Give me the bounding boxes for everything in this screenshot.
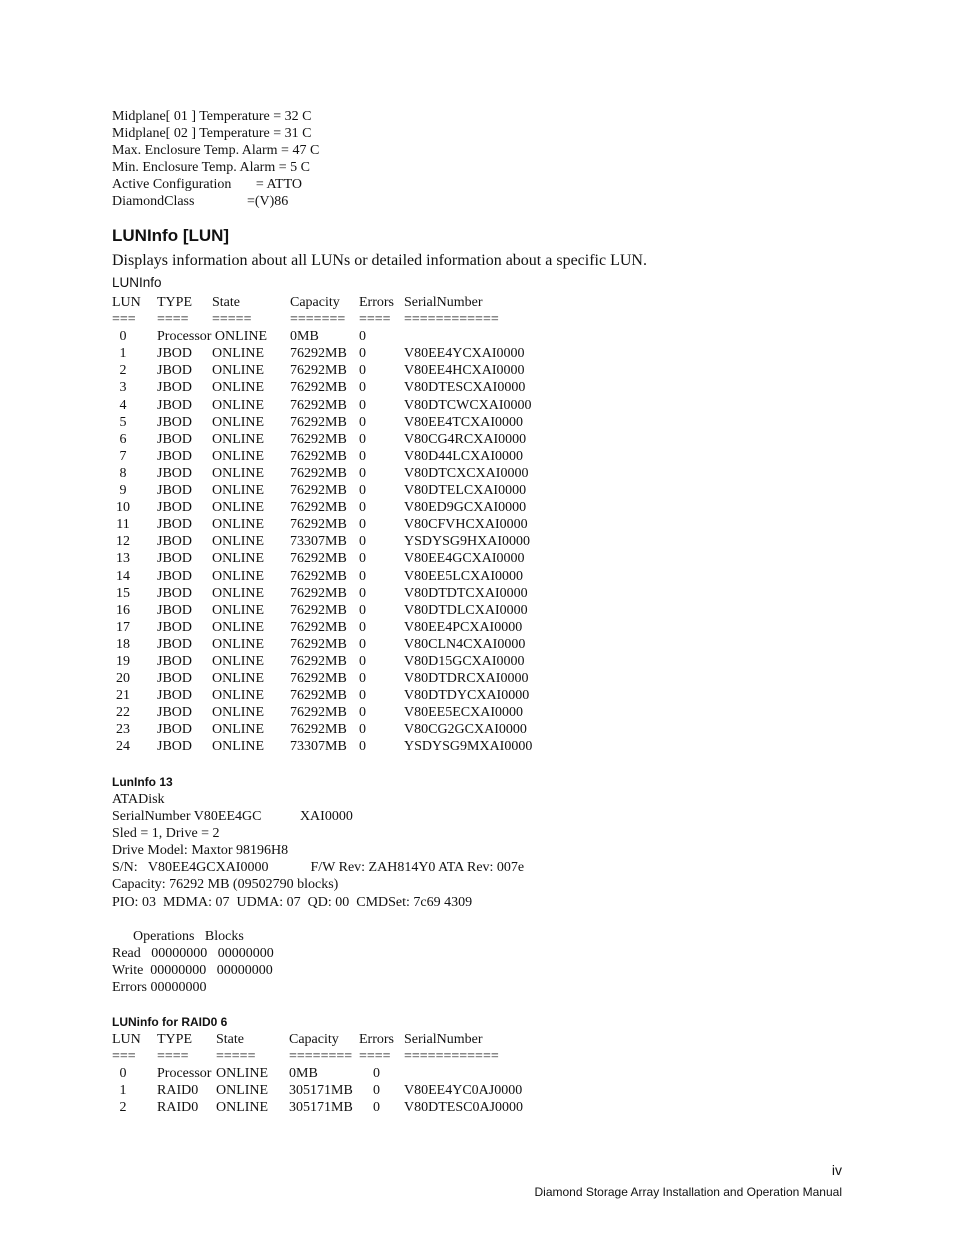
table-cell: Errors [359, 1032, 394, 1047]
table-cell: V80CLN4CXAI0000 [404, 636, 526, 652]
table-row [112, 1099, 572, 1116]
table-cell: JBOD [157, 363, 193, 379]
table-cell: JBOD [157, 619, 193, 635]
table-cell: TYPE [157, 295, 192, 310]
table-cell: ONLINE [212, 653, 265, 669]
table-cell: RAID0 [157, 1100, 199, 1116]
table-cell: JBOD [157, 414, 193, 430]
table-cell: State [216, 1032, 244, 1047]
table-row [112, 602, 572, 619]
page-number: iv [831, 1162, 842, 1178]
table-row [112, 585, 572, 602]
table-cell: 0 [359, 346, 366, 362]
table-cell: ONLINE [212, 602, 265, 618]
table-cell: JBOD [157, 722, 193, 738]
table-cell: LUN [112, 1032, 141, 1047]
table-cell: 12 [116, 534, 130, 550]
table-row [112, 448, 572, 465]
table-cell: 14 [116, 568, 130, 584]
table-cell: 76292MB [290, 500, 347, 516]
table-cell: JBOD [157, 465, 193, 481]
detail-line: Read 00000000 00000000 [112, 945, 274, 961]
table-cell: 0 [373, 1083, 380, 1099]
table-cell: ONLINE [212, 431, 265, 447]
table-cell: 1 [119, 346, 127, 362]
table-cell: YSDYSG9HXAI0000 [404, 534, 531, 550]
table-cell: V80EE5ECXAI0000 [404, 705, 523, 721]
table-cell: ONLINE [212, 534, 265, 550]
table-cell: 0 [359, 500, 366, 516]
detail-line: Drive Model: Maxtor 98196H8 [112, 843, 289, 859]
table-cell: 76292MB [290, 671, 347, 687]
table-row [112, 482, 572, 499]
table-cell: 11 [116, 517, 130, 533]
status-line: Midplane[ 01 ] Temperature = 32 C [112, 109, 312, 124]
manual-title: Diamond Storage Array Installation and Operation Manual [534, 1185, 842, 1199]
table-cell: V80CG4RCXAI0000 [404, 431, 527, 447]
table-row [112, 721, 572, 738]
table-cell: 0 [359, 602, 366, 618]
table-cell: 24 [116, 739, 130, 755]
table-cell: 76292MB [290, 380, 347, 396]
table-row [112, 568, 572, 585]
table-cell: 22 [116, 705, 130, 721]
table-cell: 21 [116, 688, 130, 704]
table-cell: 0 [359, 619, 366, 635]
detail-line: Errors 00000000 [112, 980, 207, 996]
table-cell: 16 [116, 602, 130, 618]
table-cell: 10 [116, 500, 130, 516]
table-cell: 0 [359, 722, 366, 738]
table-cell: ONLINE [212, 568, 265, 584]
detail-line [112, 911, 524, 928]
table-cell: JBOD [157, 636, 193, 652]
table-row [112, 550, 572, 567]
enclosure-status-block [112, 108, 319, 211]
table-row [112, 636, 572, 653]
table-cell: V80DTESCXAI0000 [404, 380, 526, 396]
table-cell: 0 [359, 688, 366, 704]
table-cell: JBOD [157, 688, 193, 704]
table-cell: JBOD [157, 705, 193, 721]
table-cell: ===== [212, 312, 252, 328]
table-cell: 6 [119, 431, 127, 447]
table-cell: JBOD [157, 431, 193, 447]
table-cell: ONLINE [212, 397, 265, 413]
table-cell: 76292MB [290, 397, 347, 413]
table-cell: 76292MB [290, 346, 347, 362]
table-cell: 0 [119, 1066, 127, 1082]
table-cell: V80DTELCXAI0000 [404, 483, 527, 499]
table-cell: V80EE5LCXAI0000 [404, 568, 523, 584]
table-cell: RAID0 [157, 1083, 199, 1099]
table-row [112, 345, 572, 362]
table-cell: 7 [119, 448, 127, 464]
table-cell: ONLINE [212, 636, 265, 652]
detail-line: ATADisk [112, 792, 165, 807]
table-cell: 0 [359, 517, 366, 533]
raid-section-label: LUNinfo for RAID0 6 [112, 1015, 228, 1029]
table-cell: V80CG2GCXAI0000 [404, 722, 527, 738]
table-row [112, 379, 572, 396]
detail-line: S/N: V80EE4GCXAI0000 F/W Rev: ZAH814Y0 ATA Rev: 007e [112, 860, 525, 876]
table-cell: 0MB [290, 329, 319, 345]
table-cell: 4 [119, 397, 127, 413]
table-cell: 0 [359, 705, 366, 721]
luninfo13-label: LunInfo 13 [112, 775, 173, 789]
table-cell: 0 [359, 431, 366, 447]
table-cell: JBOD [157, 517, 193, 533]
table-cell: V80DTCXCXAI0000 [404, 465, 529, 481]
table-cell: 13 [116, 551, 130, 567]
table-cell: 76292MB [290, 448, 347, 464]
table-cell: 0 [373, 1066, 380, 1082]
table-cell: 305171MB [289, 1100, 353, 1116]
table-cell: V80ED9GCXAI0000 [404, 500, 527, 516]
table-cell: 0 [119, 329, 127, 345]
table-cell: JBOD [157, 380, 193, 396]
table-cell: 76292MB [290, 551, 347, 567]
table-cell: V80CFVHCXAI0000 [404, 517, 528, 533]
table-cell: TYPE [157, 1032, 192, 1047]
table-cell: 15 [116, 585, 130, 601]
table-row [112, 1065, 572, 1082]
table-cell: JBOD [157, 483, 193, 499]
table-cell: V80DTESC0AJ0000 [404, 1100, 524, 1116]
table-cell: ONLINE [212, 380, 265, 396]
table-cell: 0 [359, 397, 366, 413]
table-cell: JBOD [157, 585, 193, 601]
table-cell: 0 [359, 534, 366, 550]
table-cell: JBOD [157, 551, 193, 567]
table-cell: 5 [119, 414, 127, 430]
table-cell: 76292MB [290, 465, 347, 481]
table-cell: ONLINE [212, 517, 265, 533]
detail-line: PIO: 03 MDMA: 07 UDMA: 07 QD: 00 CMDSet: 7c69 4309 [112, 894, 473, 910]
table-row [112, 738, 572, 755]
table-cell: 0 [373, 1100, 380, 1116]
table-cell: ONLINE [212, 448, 265, 464]
table-cell: YSDYSG9MXAI0000 [404, 739, 533, 755]
table-cell: 2 [119, 363, 127, 379]
table-cell: 0 [359, 465, 366, 481]
section-description: Displays information about all LUNs or detailed information about a specific LUN. [112, 252, 647, 269]
table-cell: ONLINE [212, 722, 265, 738]
table-cell: ONLINE [212, 551, 265, 567]
table-cell: 20 [116, 671, 130, 687]
table-row [112, 533, 572, 550]
detail-line: Capacity: 76292 MB (09502790 blocks) [112, 877, 339, 893]
table-cell: 76292MB [290, 568, 347, 584]
table-cell: ONLINE [212, 705, 265, 721]
table-cell: Errors [359, 295, 394, 310]
table-cell: V80EE4PCXAI0000 [404, 619, 523, 635]
table-cell: 3 [119, 380, 127, 396]
table-cell: Processor [157, 1066, 212, 1082]
table-cell: 8 [119, 465, 127, 481]
table-cell: 76292MB [290, 619, 347, 635]
table-cell: 19 [116, 653, 130, 669]
table-cell: JBOD [157, 500, 193, 516]
luninfo13-details [112, 791, 524, 996]
table-cell: 73307MB [290, 534, 347, 550]
table-divider-row [112, 1048, 572, 1065]
table-cell: V80EE4TCXAI0000 [404, 414, 523, 430]
detail-line: SerialNumber V80EE4GC XAI0000 [112, 809, 353, 825]
table-cell: 76292MB [290, 705, 347, 721]
table-cell: JBOD [157, 346, 193, 362]
table-cell: 76292MB [290, 483, 347, 499]
table-cell: Processor ONLINE [157, 329, 268, 345]
table-cell: 2 [119, 1100, 127, 1116]
table-cell: 0 [359, 671, 366, 687]
table-cell: SerialNumber [404, 1032, 483, 1047]
table-cell: V80DTCWCXAI0000 [404, 397, 532, 413]
table-cell: 76292MB [290, 653, 347, 669]
table-row [112, 687, 572, 704]
status-line: Midplane[ 02 ] Temperature = 31 C [112, 126, 312, 142]
table-cell: 76292MB [290, 722, 347, 738]
table-cell: 0 [359, 636, 366, 652]
table-cell: State [212, 295, 240, 310]
table-cell: 76292MB [290, 431, 347, 447]
table-cell: 76292MB [290, 363, 347, 379]
table-cell: V80DTDRCXAI0000 [404, 671, 529, 687]
table-cell: 23 [116, 722, 130, 738]
table-cell: 0 [359, 551, 366, 567]
table-row [112, 465, 572, 482]
table-cell: 76292MB [290, 602, 347, 618]
table-cell: ONLINE [212, 585, 265, 601]
table-header-row [112, 294, 572, 311]
command-label: LUNInfo [112, 275, 162, 290]
table-cell: 0 [359, 739, 366, 755]
table-cell: 76292MB [290, 636, 347, 652]
table-cell: ONLINE [212, 414, 265, 430]
table-cell: JBOD [157, 568, 193, 584]
table-cell: 0 [359, 363, 366, 379]
table-cell: JBOD [157, 534, 193, 550]
table-cell: V80EE4YCXAI0000 [404, 346, 525, 362]
table-cell: ONLINE [212, 363, 265, 379]
table-cell: JBOD [157, 397, 193, 413]
table-cell: 0 [359, 380, 366, 396]
table-header-row [112, 1031, 572, 1048]
table-cell: JBOD [157, 671, 193, 687]
table-cell: ===== [216, 1049, 256, 1065]
table-row [112, 653, 572, 670]
detail-line: Operations Blocks [112, 928, 244, 944]
status-line: Max. Enclosure Temp. Alarm = 47 C [112, 143, 320, 159]
table-row [112, 362, 572, 379]
table-cell: ============ [404, 1049, 499, 1065]
table-row [112, 670, 572, 687]
table-cell: ONLINE [212, 688, 265, 704]
table-cell: 0 [359, 448, 366, 464]
raid-lun-table [112, 1031, 572, 1116]
table-cell: V80EE4GCXAI0000 [404, 551, 525, 567]
status-line: Min. Enclosure Temp. Alarm = 5 C [112, 160, 310, 176]
table-cell: 0 [359, 653, 366, 669]
table-cell: ONLINE [212, 671, 265, 687]
status-line: Active Configuration = ATTO [112, 177, 303, 193]
table-cell: === [112, 312, 136, 328]
table-cell: 0 [359, 329, 366, 345]
table-cell: 17 [116, 619, 130, 635]
table-cell: 0 [359, 585, 366, 601]
table-cell: ======== [289, 1049, 353, 1065]
table-cell: V80DTDTCXAI0000 [404, 585, 528, 601]
table-cell: 18 [116, 636, 130, 652]
table-cell: 73307MB [290, 739, 347, 755]
table-row [112, 1082, 572, 1099]
table-cell: 76292MB [290, 414, 347, 430]
table-row [112, 414, 572, 431]
table-cell: V80EE4HCXAI0000 [404, 363, 525, 379]
table-row [112, 328, 572, 345]
table-cell: JBOD [157, 739, 193, 755]
table-cell: 76292MB [290, 688, 347, 704]
table-cell: Capacity [290, 295, 340, 310]
table-cell: 1 [119, 1083, 127, 1099]
table-cell: 0 [359, 568, 366, 584]
lun-table [112, 294, 572, 756]
table-row [112, 619, 572, 636]
table-cell: ONLINE [212, 483, 265, 499]
table-cell: V80DTDLCXAI0000 [404, 602, 528, 618]
table-cell: ONLINE [216, 1066, 269, 1082]
table-cell: SerialNumber [404, 295, 483, 310]
table-cell: ==== [157, 1049, 189, 1065]
table-cell: V80D44LCXAI0000 [404, 448, 523, 464]
detail-line: Sled = 1, Drive = 2 [112, 826, 220, 842]
table-cell: ======= [290, 312, 346, 328]
table-row [112, 516, 572, 533]
table-cell: JBOD [157, 653, 193, 669]
table-cell: JBOD [157, 448, 193, 464]
table-row [112, 431, 572, 448]
table-cell: ONLINE [216, 1100, 269, 1116]
table-cell: Capacity [289, 1032, 339, 1047]
table-cell: V80EE4YC0AJ0000 [404, 1083, 523, 1099]
table-cell: ==== [359, 312, 391, 328]
table-cell: ONLINE [212, 619, 265, 635]
table-cell: ONLINE [216, 1083, 269, 1099]
table-cell: === [112, 1049, 136, 1065]
table-cell: V80D15GCXAI0000 [404, 653, 525, 669]
table-cell: V80DTDYCXAI0000 [404, 688, 530, 704]
table-cell: LUN [112, 295, 141, 310]
section-heading: LUNInfo [LUN] [112, 226, 230, 245]
table-cell: ============ [404, 312, 499, 328]
table-row [112, 397, 572, 414]
status-line: DiamondClass =(V)86 [112, 194, 289, 210]
table-cell: 0MB [289, 1066, 318, 1082]
table-divider-row [112, 311, 572, 328]
table-cell: 76292MB [290, 585, 347, 601]
table-cell: ONLINE [212, 465, 265, 481]
table-cell: ONLINE [212, 500, 265, 516]
table-cell: ONLINE [212, 346, 265, 362]
detail-line: Write 00000000 00000000 [112, 962, 273, 978]
table-cell: 9 [119, 483, 127, 499]
table-cell: 76292MB [290, 517, 347, 533]
table-cell: JBOD [157, 602, 193, 618]
table-row [112, 499, 572, 516]
table-cell: ONLINE [212, 739, 265, 755]
table-row [112, 704, 572, 721]
table-cell: ==== [157, 312, 189, 328]
table-cell: ==== [359, 1049, 391, 1065]
table-cell: 305171MB [289, 1083, 353, 1099]
table-cell: 0 [359, 414, 366, 430]
table-cell: 0 [359, 483, 366, 499]
